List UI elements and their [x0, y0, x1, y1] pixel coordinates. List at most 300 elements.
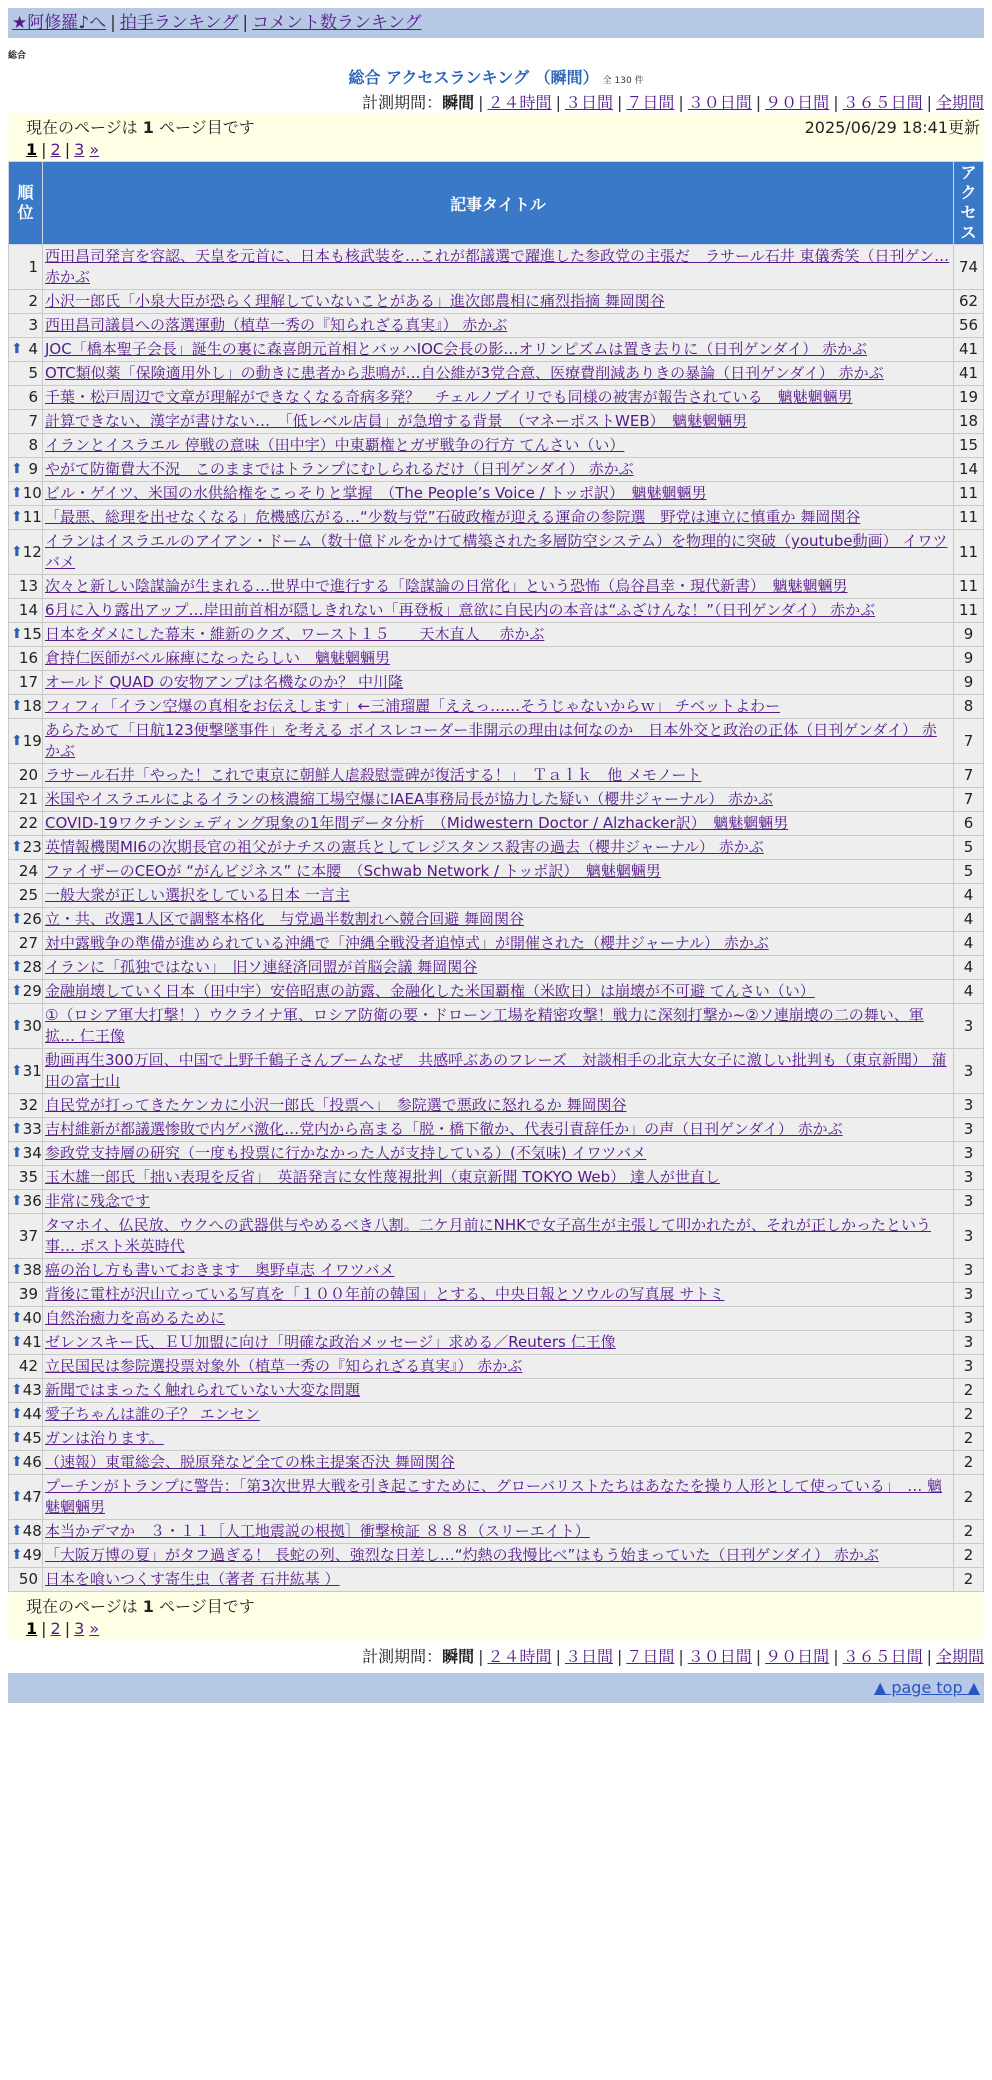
title-cell: [43, 575, 954, 599]
rank-cell: [9, 956, 43, 980]
title-cell: [43, 860, 954, 884]
access-count: 11: [954, 506, 984, 530]
article-link[interactable]: 小沢一郎氏「小泉大臣が恐らく理解していないことがある」進次郎農相に痛烈指摘 舞岡関谷: [45, 292, 665, 310]
rank-number: 33: [22, 1120, 42, 1138]
table-row: [9, 980, 984, 1004]
period-option-bottom[interactable]: ７日間: [626, 1647, 675, 1666]
rank-number: 39: [18, 1285, 38, 1303]
article-link[interactable]: 一般大衆が正しい選択をしている日本 一言主: [45, 886, 350, 904]
rank-number: 24: [18, 862, 38, 880]
separator: |: [616, 93, 623, 112]
rank-cell: [9, 458, 43, 482]
rank-cell: [9, 1331, 43, 1355]
rank-number: 38: [22, 1261, 42, 1279]
rank-cell: [9, 908, 43, 932]
rank-cell: [9, 1166, 43, 1190]
page-link-bottom[interactable]: 3: [74, 1619, 85, 1638]
access-count: 4: [954, 884, 984, 908]
current-page-text-bottom: 現在のページは 1 ページ目です: [26, 1597, 255, 1616]
access-count: 2: [954, 1568, 984, 1592]
rank-cell: [9, 1568, 43, 1592]
comment-ranking-link[interactable]: コメント数ランキング: [252, 13, 422, 33]
access-count: 3: [954, 1283, 984, 1307]
table-row: [9, 860, 984, 884]
article-link[interactable]: 自民党が打ってきたケンカに小沢一郎氏「投票へ」 参院選で悪政に怒れるか 舞岡関谷: [45, 1096, 627, 1114]
article-link[interactable]: 吉村維新が都議選惨敗で内ゲバ激化…党内から高まる「脱・橋下徹か、代表引責辞任か」の声（日刊ゲンダイ） 赤かぶ: [45, 1120, 843, 1138]
title-cell: [43, 506, 954, 530]
rank-cell: [9, 1379, 43, 1403]
rank-number: 42: [18, 1357, 38, 1375]
rank-cell: [9, 1544, 43, 1568]
rank-up-arrow-icon: ⬆: [11, 1121, 23, 1137]
period-option[interactable]: 全期間: [935, 93, 984, 112]
article-link[interactable]: 玉木雄一郎氏「拙い表現を反省」 英語発言に女性蔑視批判（東京新聞 TOKYO Web） 達人が世直し: [45, 1168, 720, 1186]
rank-up-arrow-icon: ⬆: [11, 461, 23, 477]
title-cell: [43, 245, 954, 290]
title-cell: [43, 599, 954, 623]
rank-cell: [9, 482, 43, 506]
rank-number: 27: [18, 934, 38, 952]
rank-cell: [9, 245, 43, 290]
total-count: 全 130 件: [602, 76, 644, 86]
period-option-bottom[interactable]: ３０日間: [687, 1647, 752, 1666]
separator: |: [755, 93, 762, 112]
access-count: 18: [954, 410, 984, 434]
article-link[interactable]: オールド QUAD の安物アンプは名機なのか？ 中川隆: [45, 673, 404, 691]
access-count: 3: [954, 1355, 984, 1379]
rank-up-arrow-icon: ⬆: [11, 1430, 23, 1446]
article-link[interactable]: 6月に入り露出アップ…岸田前首相が隠しきれない「再登板」意欲に自民内の本音は“ふざけんな！”（日刊ゲンダイ） 赤かぶ: [45, 601, 876, 619]
rank-number: 17: [18, 673, 38, 691]
rank-cell: [9, 764, 43, 788]
page-link[interactable]: 1: [26, 140, 38, 159]
title-cell: [43, 482, 954, 506]
period-option-bottom[interactable]: ２４時間: [487, 1647, 552, 1666]
rank-cell: [9, 812, 43, 836]
article-link[interactable]: タマホイ、仏民放、ウクへの武器供与やめるべき八割。二ケ月前にNHKで女子高生が主張して叩かれたが、それが正しかったという事… ポスト米英時代: [45, 1216, 931, 1255]
article-link[interactable]: 立・共、改選1人区で調整本格化 与党過半数割れへ競合回避 舞岡関谷: [45, 910, 525, 928]
rank-number: 2: [28, 292, 38, 310]
rank-up-arrow-icon: ⬆: [11, 1145, 23, 1161]
period-option[interactable]: ７日間: [626, 93, 675, 112]
title-cell: [43, 1307, 954, 1331]
period-option[interactable]: ３６５日間: [842, 93, 923, 112]
article-link[interactable]: イランとイスラエル 停戦の意味（田中宇）中東覇権とガザ戦争の行方 てんさい（い）: [45, 436, 625, 454]
clap-ranking-link[interactable]: 拍手ランキング: [119, 13, 239, 33]
table-row: [9, 1142, 984, 1166]
rank-cell: [9, 1403, 43, 1427]
page-link-bottom[interactable]: 1: [26, 1619, 38, 1638]
rank-up-arrow-icon: ⬆: [11, 1193, 23, 1209]
pager-bottom: [8, 1592, 984, 1640]
title-cell: [43, 884, 954, 908]
rank-header: 順位: [9, 162, 43, 245]
article-link[interactable]: 参政党支持層の研究（一度も投票に行かなかった人が支持している）(不気味) イワツバメ: [45, 1144, 647, 1162]
rank-cell: [9, 647, 43, 671]
rank-cell: [9, 1118, 43, 1142]
article-link[interactable]: 西田昌司発言を容認、天皇を元首に、日本も核武装を…これが都議選で躍進した参政党の主張だ ラサール石井 東儀秀笑（日刊ゲン… 赤かぶ: [45, 247, 950, 286]
table-row: [9, 1166, 984, 1190]
article-link[interactable]: やがて防衛費大不況 このままではトランプにむしられるだけ（日刊ゲンダイ） 赤かぶ: [45, 460, 634, 478]
period-option[interactable]: ２４時間: [487, 93, 552, 112]
table-row: [9, 1190, 984, 1214]
title-cell: [43, 1049, 954, 1094]
title-cell: [43, 1004, 954, 1049]
separator: |: [926, 93, 932, 112]
home-link[interactable]: ★阿修羅♪へ: [12, 13, 107, 33]
rank-cell: [9, 788, 43, 812]
title-cell: [43, 1403, 954, 1427]
rank-cell: [9, 434, 43, 458]
rank-number: 40: [22, 1309, 42, 1327]
title-cell: [43, 290, 954, 314]
table-row: [9, 1259, 984, 1283]
access-count: 56: [954, 314, 984, 338]
top-nav: ★阿修羅♪へ | 拍手ランキング | コメント数ランキング: [8, 8, 984, 38]
rank-number: 1: [28, 257, 38, 276]
table-row: [9, 1283, 984, 1307]
access-header: アクセス: [954, 162, 984, 245]
title-cell: [43, 1379, 954, 1403]
access-count: 7: [954, 788, 984, 812]
rank-number: 34: [22, 1144, 42, 1162]
rank-up-arrow-icon: ⬆: [11, 839, 23, 855]
title-header: 記事タイトル: [43, 162, 954, 245]
article-link[interactable]: ガンは治ります。: [45, 1429, 164, 1447]
table-row: [9, 434, 984, 458]
rank-cell: [9, 362, 43, 386]
title-cell: [43, 956, 954, 980]
access-count: 5: [954, 836, 984, 860]
page-link[interactable]: 3: [74, 140, 85, 159]
article-link[interactable]: ①（ロシア軍大打撃！）ウクライナ軍、ロシア防衛の要・ドローン工場を精密攻撃！戦力に深刻打撃か~②ソ連崩壊の二の舞い、軍拡… 仁王像: [45, 1006, 924, 1045]
page-link[interactable]: 2: [50, 140, 61, 159]
rank-cell: [9, 884, 43, 908]
article-link[interactable]: 背後に電柱が沢山立っている写真を「１００年前の韓国」とする、中央日報とソウルの写真展 サトミ: [45, 1285, 725, 1303]
article-link[interactable]: 倉持仁医師がベル麻痺になったらしい 魑魅魍魎男: [45, 649, 391, 667]
title-cell: [43, 362, 954, 386]
title-cell: [43, 788, 954, 812]
separator: |: [616, 1647, 623, 1666]
article-link[interactable]: 金融崩壊していく日本（田中宇）安倍昭恵の訪露、金融化した米国覇権（米欧日）は崩壊が不可避 てんさい（い）: [45, 982, 815, 1000]
ranking-title: 総合 アクセスランキング （瞬間）: [348, 68, 599, 87]
article-link[interactable]: 自然治癒力を高めるために: [45, 1309, 226, 1327]
rank-cell: [9, 1427, 43, 1451]
article-link[interactable]: フィフィ「イラン空爆の真相をお伝えします」←三浦瑠麗「ええっ……そうじゃないからｗ」 チベットよわー: [45, 697, 780, 715]
rank-number: 11: [22, 508, 42, 526]
period-option-bottom[interactable]: ３６５日間: [842, 1647, 923, 1666]
article-link[interactable]: 動画再生300万回、中国で上野千鶴子さんブームなぜ 共感呼ぶあのフレーズ 対談相手の北京大女子に激しい批判も（東京新聞） 蒲田の富士山: [45, 1051, 947, 1090]
rank-number: 6: [28, 388, 38, 406]
article-link[interactable]: ファイザーのCEOが “がんビジネス” に本腰 （Schwab Network / トッポ訳） 魑魅魍魎男: [45, 862, 661, 880]
rank-number: 44: [22, 1405, 42, 1423]
title-cell: [43, 1142, 954, 1166]
table-row: [9, 1094, 984, 1118]
table-row: [9, 314, 984, 338]
table-row: [9, 1004, 984, 1049]
table-row: [9, 599, 984, 623]
article-link[interactable]: 本当かデマか ３・１１［人工地震説の根拠］衝撃検証 ８８８（スリーエイト）: [45, 1522, 590, 1540]
rank-up-arrow-icon: ⬆: [11, 1062, 23, 1079]
rank-number: 29: [22, 982, 42, 1000]
title-cell: [43, 764, 954, 788]
rank-cell: [9, 338, 43, 362]
article-link[interactable]: 日本を喰いつくす寄生虫（著者 石井紘基 ）: [45, 1570, 340, 1588]
rank-number: 3: [28, 316, 38, 334]
rank-cell: [9, 386, 43, 410]
rank-up-arrow-icon: ⬆: [11, 959, 23, 975]
table-row: [9, 1520, 984, 1544]
rank-cell: [9, 1049, 43, 1094]
access-count: 4: [954, 980, 984, 1004]
title-cell: [43, 623, 954, 647]
period-option[interactable]: ３０日間: [687, 93, 752, 112]
access-count: 15: [954, 434, 984, 458]
period-option[interactable]: ９０日間: [765, 93, 830, 112]
access-count: 2: [954, 1475, 984, 1520]
rank-up-arrow-icon: ⬆: [11, 1017, 23, 1034]
title-cell: [43, 410, 954, 434]
title-cell: [43, 1427, 954, 1451]
access-count: 11: [954, 482, 984, 506]
table-row: [9, 956, 984, 980]
rank-up-arrow-icon: ⬆: [11, 983, 23, 999]
period-option-bottom[interactable]: ３日間: [564, 1647, 613, 1666]
period-label-bottom: 計測期間：: [362, 1647, 443, 1666]
access-count: 9: [954, 623, 984, 647]
title-cell: [43, 932, 954, 956]
rank-number: 32: [18, 1096, 38, 1114]
title-cell: [43, 1451, 954, 1475]
rank-number: 14: [18, 601, 38, 619]
table-row: [9, 1427, 984, 1451]
table-row: [9, 623, 984, 647]
rank-number: 18: [22, 697, 42, 715]
rank-cell: [9, 719, 43, 764]
rank-number: 31: [22, 1061, 42, 1080]
updated-time: 2025/06/29 18:41更新: [804, 118, 980, 137]
rank-cell: [9, 314, 43, 338]
access-count: 3: [954, 1331, 984, 1355]
article-link[interactable]: ゼレンスキー氏、ＥＵ加盟に向け「明確な政治メッセージ」求める／Reuters 仁王像: [45, 1333, 616, 1351]
article-link[interactable]: JOC「橋本聖子会長」誕生の裏に森喜朗元首相とバッハIOC会長の影…オリンピズムは置き去りに（日刊ゲンダイ） 赤かぶ: [45, 340, 867, 358]
rank-number: 25: [18, 886, 38, 904]
article-link[interactable]: 立民国民は参院選投票対象外（植草一秀の『知られざる真実』） 赤かぶ: [45, 1357, 523, 1375]
title-cell: [43, 1283, 954, 1307]
title-cell: [43, 1568, 954, 1592]
rank-up-arrow-icon: ⬆: [11, 341, 23, 357]
access-count: 41: [954, 338, 984, 362]
access-count: 3: [954, 1307, 984, 1331]
page-links: [26, 140, 966, 159]
rank-number: 19: [22, 731, 42, 750]
title-cell: [43, 908, 954, 932]
rank-cell: [9, 623, 43, 647]
rank-up-arrow-icon: ⬆: [11, 1523, 23, 1539]
table-row: [9, 1403, 984, 1427]
rank-cell: [9, 506, 43, 530]
period-selector-bottom: [8, 1644, 984, 1667]
rank-up-arrow-icon: ⬆: [11, 1334, 23, 1350]
rank-number: 23: [22, 838, 42, 856]
ranking-table: [8, 161, 984, 1592]
article-link[interactable]: 日本をダメにした幕末・維新のクズ、ワースト１５ 天木直人 赤かぶ: [45, 625, 545, 643]
rank-cell: [9, 530, 43, 575]
article-link[interactable]: 西田昌司議員への落選運動（植草一秀の『知られざる真実』） 赤かぶ: [45, 316, 508, 334]
article-link[interactable]: （速報）東電総会、脱原発など全ての株主提案否決 舞岡関谷: [45, 1453, 455, 1471]
rank-number: 28: [22, 958, 42, 976]
site-category: 総合: [8, 51, 27, 61]
access-count: 2: [954, 1544, 984, 1568]
rank-cell: [9, 1259, 43, 1283]
title-cell: [43, 338, 954, 362]
access-count: 4: [954, 932, 984, 956]
rank-number: 22: [18, 814, 38, 832]
page-title: [8, 65, 984, 88]
article-link[interactable]: COVID-19ワクチンシェディング現象の1年間データ分析 （Midwestern Doctor / Alzhacker訳） 魑魅魍魎男: [45, 814, 789, 832]
article-link[interactable]: イランに「孤独ではない」 旧ソ連経済同盟が首脳会議 舞岡関谷: [45, 958, 478, 976]
rank-cell: [9, 860, 43, 884]
article-link[interactable]: 新聞ではまったく触れられていない大変な問題: [45, 1381, 361, 1399]
rank-cell: [9, 932, 43, 956]
article-link[interactable]: 英情報機関MI6の次期長官の祖父がナチスの憲兵としてレジスタンス殺害の過去（櫻井ジャーナル） 赤かぶ: [45, 838, 764, 856]
rank-number: 37: [18, 1226, 38, 1245]
next-page-link-bottom[interactable]: »: [89, 1619, 100, 1638]
article-link[interactable]: 「大阪万博の夏」がタフ過ぎる！ 長蛇の列、強烈な日差し…“灼熱の我慢比べ”はもう始まっていた（日刊ゲンダイ） 赤かぶ: [45, 1546, 879, 1564]
rank-number: 4: [28, 340, 38, 358]
rank-number: 49: [22, 1546, 42, 1564]
table-row: [9, 1379, 984, 1403]
article-link[interactable]: OTC類似薬「保険適用外し」の動きに患者から悲鳴が…自公維が3党合意、医療費削減ありきの暴論（日刊ゲンダイ） 赤かぶ: [45, 364, 884, 382]
rank-up-arrow-icon: ⬆: [11, 1454, 23, 1470]
article-link[interactable]: 計算できない、漢字が書けない… 「低レベル店員」が急増する背景 （マネーポストWEB） 魑魅魍魎男: [45, 412, 748, 430]
rank-cell: [9, 1004, 43, 1049]
period-option-bottom[interactable]: ９０日間: [765, 1647, 830, 1666]
separator: |: [41, 140, 47, 159]
title-cell: [43, 1094, 954, 1118]
pager-top: [8, 113, 984, 161]
rank-cell: [9, 695, 43, 719]
title-cell: [43, 1166, 954, 1190]
rank-number: 21: [18, 790, 38, 808]
access-count: 2: [954, 1451, 984, 1475]
page-link-bottom[interactable]: 2: [50, 1619, 61, 1638]
table-row: [9, 1568, 984, 1592]
access-count: 11: [954, 599, 984, 623]
title-cell: [43, 458, 954, 482]
rank-up-arrow-icon: ⬆: [11, 1488, 23, 1505]
rank-up-arrow-icon: ⬆: [11, 543, 23, 560]
table-row: [9, 338, 984, 362]
title-cell: [43, 530, 954, 575]
access-count: 8: [954, 695, 984, 719]
title-cell: [43, 1331, 954, 1355]
access-count: 62: [954, 290, 984, 314]
period-option-bottom: 瞬間: [442, 1647, 475, 1666]
rank-number: 36: [22, 1192, 42, 1210]
article-link[interactable]: 対中露戦争の準備が進められている沖縄で「沖縄全戦没者追悼式」が開催された（櫻井ジャーナル） 赤かぶ: [45, 934, 769, 952]
table-row: [9, 290, 984, 314]
article-link[interactable]: ラサール石井「やった！これで東京に朝鮮人虐殺慰霊碑が復活する！」 Ｔａｌｋ 他 メモノート: [45, 766, 702, 784]
article-link[interactable]: 千葉・松戸周辺で文章が理解ができなくなる奇病多発？ チェルノブイリでも同様の被害が報告されている 魑魅魍魎男: [45, 388, 853, 406]
table-row: [9, 836, 984, 860]
rank-cell: [9, 671, 43, 695]
table-row: [9, 764, 984, 788]
separator: |: [755, 1647, 762, 1666]
access-count: 7: [954, 719, 984, 764]
table-row: [9, 410, 984, 434]
table-row: [9, 908, 984, 932]
rank-cell: [9, 836, 43, 860]
rank-number: 10: [22, 484, 42, 502]
table-row: [9, 671, 984, 695]
article-link[interactable]: イランはイスラエルのアイアン・ドーム（数十億ドルをかけて構築された多層防空システム）を物理的に突破（youtube動画） イワツバメ: [45, 532, 948, 571]
rank-cell: [9, 1475, 43, 1520]
rank-up-arrow-icon: ⬆: [11, 1262, 23, 1278]
article-link[interactable]: 米国やイスラエルによるイランの核濃縮工場空爆にIAEA事務局長が協力した疑い（櫻井ジャーナル） 赤かぶ: [45, 790, 773, 808]
title-cell: [43, 1475, 954, 1520]
article-link[interactable]: 癌の治し方も書いておきます 奥野卓志 イワツバメ: [45, 1261, 395, 1279]
title-cell: [43, 980, 954, 1004]
table-row: [9, 1049, 984, 1094]
article-link[interactable]: プーチンがトランプに警告：「第3次世界大戦を引き起こすために、グローバリストたちはあなたを操り人形として使っている」 … 魑魅魍魎男: [45, 1477, 943, 1516]
rank-number: 46: [22, 1453, 42, 1471]
article-link[interactable]: 非常に残念です: [45, 1192, 151, 1210]
rank-up-arrow-icon: ⬆: [11, 1406, 23, 1422]
current-page-text: 現在のページは 1 ページ目です: [26, 118, 255, 137]
rank-number: 9: [28, 460, 38, 478]
access-count: 4: [954, 956, 984, 980]
rank-cell: [9, 1451, 43, 1475]
table-row: [9, 1307, 984, 1331]
period-option-bottom[interactable]: 全期間: [935, 1647, 984, 1666]
access-count: 3: [954, 1118, 984, 1142]
access-count: 3: [954, 1214, 984, 1259]
rank-up-arrow-icon: ⬆: [11, 698, 23, 714]
rank-number: 48: [22, 1522, 42, 1540]
rank-number: 20: [18, 766, 38, 784]
period-option[interactable]: ３日間: [564, 93, 613, 112]
rank-up-arrow-icon: ⬆: [11, 626, 23, 642]
rank-number: 7: [28, 412, 38, 430]
period-option: 瞬間: [442, 93, 475, 112]
article-link[interactable]: あらためて「日航123便撃墜事件」を考える ボイスレコーダー非開示の理由は何なのか 日本外交と政治の正体（日刊ゲンダイ） 赤かぶ: [45, 721, 937, 760]
rank-number: 50: [18, 1570, 38, 1588]
rank-number: 41: [22, 1333, 42, 1351]
table-row: [9, 884, 984, 908]
table-row: [9, 1118, 984, 1142]
title-cell: [43, 719, 954, 764]
title-cell: [43, 1259, 954, 1283]
separator: |: [555, 1647, 561, 1666]
table-row: [9, 1475, 984, 1520]
rank-up-arrow-icon: ⬆: [11, 1382, 23, 1398]
table-row: [9, 1355, 984, 1379]
access-count: 3: [954, 1004, 984, 1049]
table-row: [9, 1451, 984, 1475]
article-link[interactable]: 「最悪、総理を出せなくなる」危機感広がる…“少数与党”石破政権が迎える運命の参院選 野党は連立に慎重か 舞岡関谷: [45, 508, 861, 526]
access-count: 2: [954, 1403, 984, 1427]
footer-bar: [8, 1673, 984, 1703]
article-link[interactable]: ビル・ゲイツ、米国の水供給権をこっそりと掌握 （The People’s Voice / トッポ訳） 魑魅魍魎男: [45, 484, 707, 502]
table-row: [9, 575, 984, 599]
table-row: [9, 695, 984, 719]
article-link[interactable]: 愛子ちゃんは誰の子？ エンセン: [45, 1405, 260, 1423]
table-row: [9, 812, 984, 836]
page-top-link[interactable]: ▲ page top ▲: [873, 1678, 980, 1697]
article-link[interactable]: 次々と新しい陰謀論が生まれる…世界中で進行する「陰謀論の日常化」という恐怖（烏谷昌幸・現代新書） 魑魅魍魎男: [45, 577, 848, 595]
next-page-link[interactable]: »: [89, 140, 100, 159]
